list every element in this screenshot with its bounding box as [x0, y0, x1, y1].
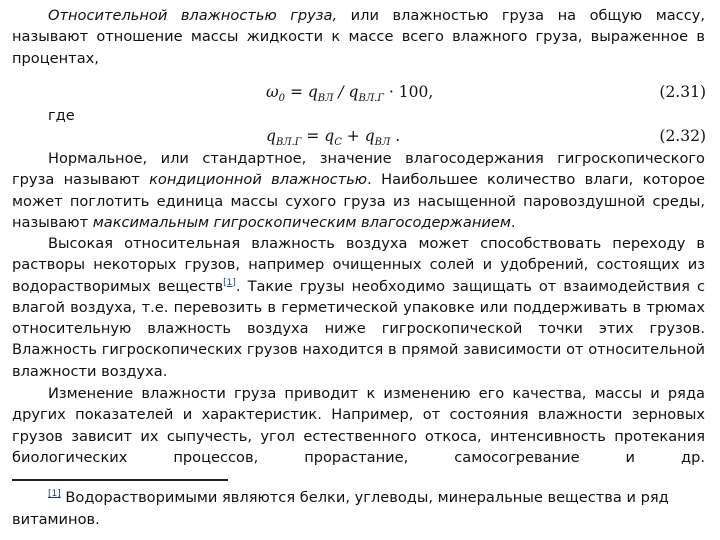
term-max-hygroscopic: максимальным гигроскопическим влагосодержанием [92, 213, 511, 231]
paragraph-humidity-change: Изменение влажности груза приводит к изменению его качества, массы и ряда других показателей и характеристик. Например, от состояния влажности зерновых грузов зависит их сыпучесть, угол естественного откоса, интенсивность протекания биологических процессов, прорастание, самосогревание и др. [12, 385, 705, 466]
footnote [12, 487, 702, 531]
paragraph-text: или влажностью груза на общую массу, называют отношение массы жидкости к массе всего влажного груза, выраженное в процентах, [12, 7, 705, 67]
paragraph-high-humidity: Высокая относительная влажность воздуха может способствовать переходу в растворы некоторых грузов, например очищенных солей и удобрений, состоящих из водорастворимых веществ[1]. Такие грузы необходимо защищать от взаимодействия с влагой воздуха, т.е. перевозить в герметической упаковке или поддерживать в трюмах относительную влажность воздуха ниже гигроскопической точки этих грузов. Влажность гигроскопических грузов находится в прямой зависимости от относительной влажности воздуха. [12, 235, 705, 380]
footnote-text: Водорастворимыми являются белки, углеводы, минеральные вещества и ряд витаминов. [12, 489, 669, 528]
paragraph-relative-humidity [12, 5, 705, 69]
term-conditioned-humidity: кондиционной влажностью [149, 171, 368, 189]
where-label: где [48, 107, 75, 124]
footnote-reference-link[interactable]: [1] [223, 277, 236, 288]
term-relative-humidity: Относительной влажностью груза, [48, 7, 338, 24]
formula-2-31: $\omega_0 = q_{ВЛ} / q_{ВЛ.Г} \cdot 100$, [266, 83, 434, 105]
footnote-marker[interactable]: [1] [48, 489, 61, 500]
equation-number-2-32: (2.32) [659, 127, 706, 145]
formula-2-32: $q_{ВЛ.Г} = q_С + q_{ВЛ}$ . [266, 127, 401, 149]
equation-number-2-31: (2.31) [659, 83, 706, 101]
footnote-divider [12, 479, 228, 481]
paragraph-conditioned-humidity: Нормальное, или стандартное, значение влагосодержания гигроскопического груза называют кондиционной влажностью. Наибольшее количество влаги, которое может поглотить единица массы сухого груза из насыщенной паровоздушной среды, называют максимальным гигроскопическим влагосодержанием. [12, 150, 705, 231]
